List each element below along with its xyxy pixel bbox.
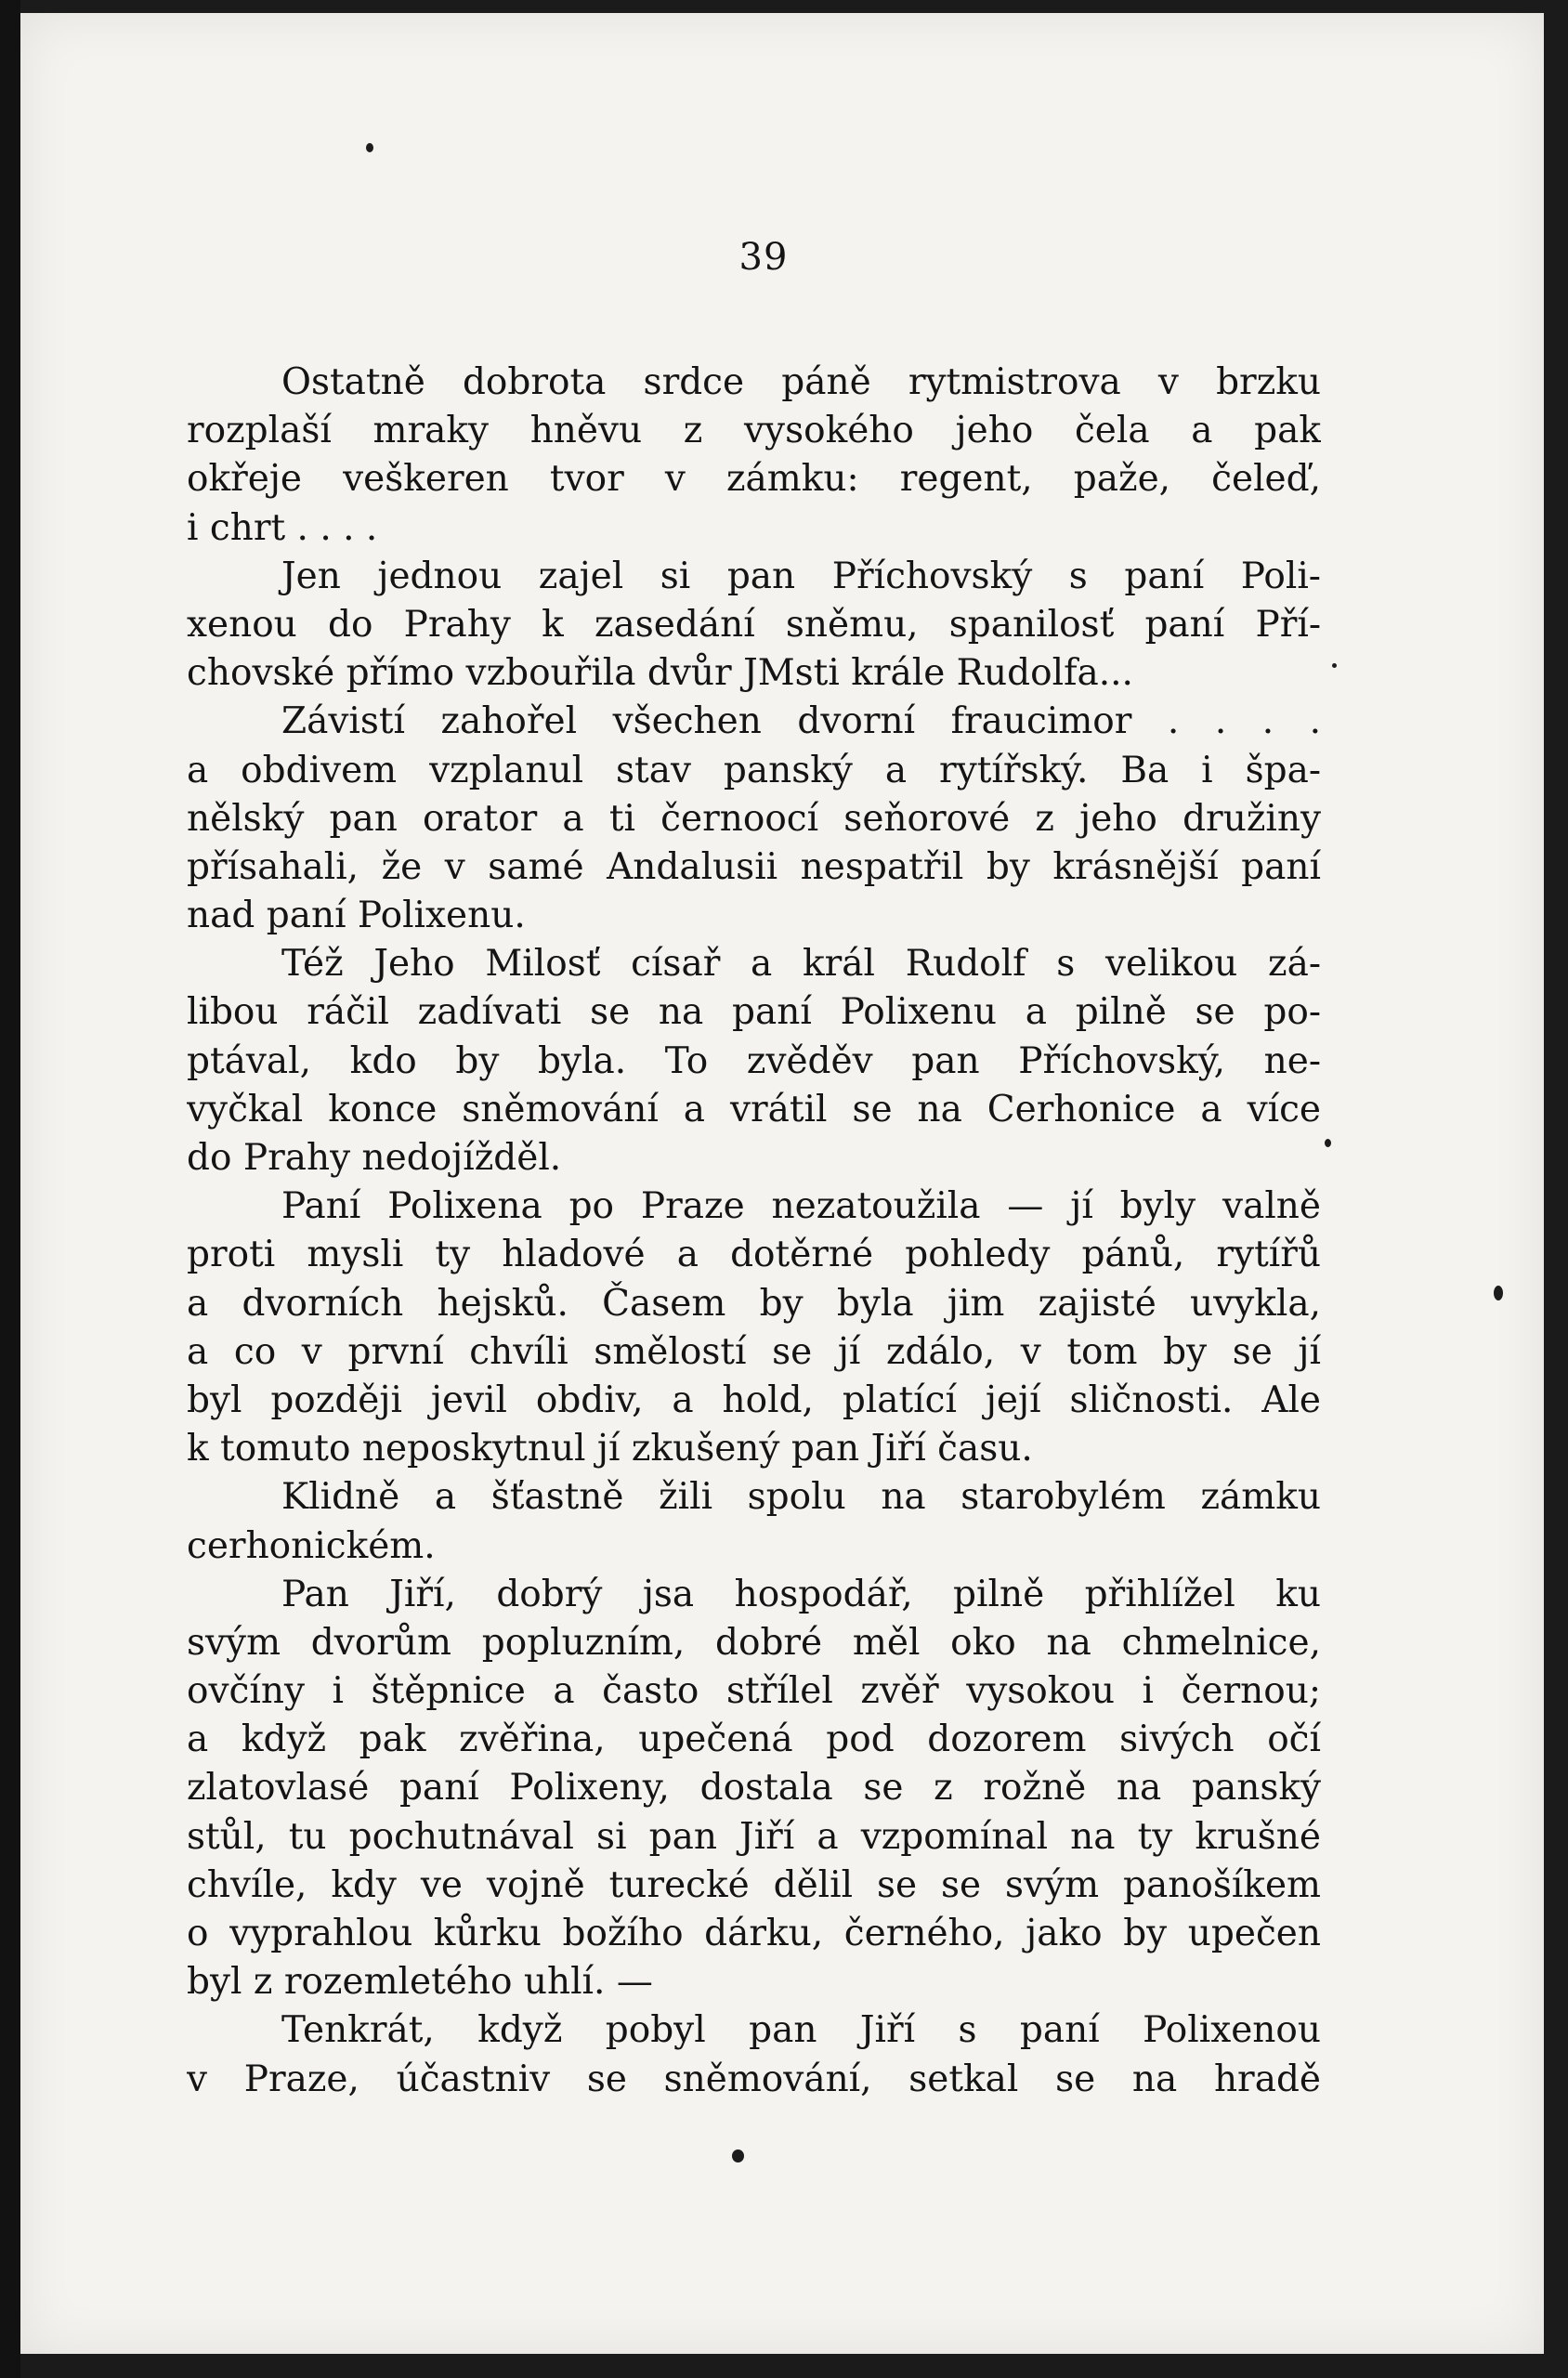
page-number: 39 <box>738 236 789 279</box>
text-line: i chrt . . . . <box>187 506 378 549</box>
text-line: nělský pan orator a ti černoocí seňorové z jeho družiny <box>187 797 1321 840</box>
text-line: rozplaší mraky hněvu z vysokého jeho čela a pak <box>187 410 1321 452</box>
text-line: nad paní Polixenu. <box>187 895 526 937</box>
text-line: proti mysli ty hladové a dotěrné pohledy pánů, rytířů <box>187 1234 1321 1276</box>
text-line: cerhonickém. <box>187 1524 436 1567</box>
text-line: chvíle, kdy ve vojně turecké dělil se se svým panošíkem <box>187 1863 1321 1906</box>
text-line: o vyprahlou kůrku božího dárku, černého, jako by upečen <box>187 1913 1321 1954</box>
text-line: a dvorních hejsků. Časem by byla jim zajisté uvykla, <box>187 1282 1321 1325</box>
text-line: a když pak zvěřina, upečená pod dozorem sivých očí <box>187 1718 1321 1761</box>
ink-speck <box>1325 1139 1331 1147</box>
text-line: Paní Polixena po Praze nezatoužila — jí byly valně <box>281 1185 1321 1228</box>
text-line: přísahali, že v samé Andalusii nespatřil by krásnější paní <box>187 845 1321 888</box>
text-line: Pan Jiří, dobrý jsa hospodář, pilně přihlížel ku <box>281 1573 1321 1615</box>
ink-speck <box>732 2149 744 2162</box>
text-line: do Prahy nedojížděl. <box>187 1137 562 1179</box>
text-line: v Praze, účastniv se sněmování, setkal se na hradě <box>187 2058 1321 2100</box>
text-line: xenou do Prahy k zasedání sněmu, spanilosť paní Pří- <box>187 603 1321 646</box>
text-line: svým dvorům popluzním, dobré měl oko na chmelnice, <box>187 1621 1321 1664</box>
text-line: k tomuto neposkytnul jí zkušený pan Jiří času. <box>187 1428 1033 1470</box>
ink-speck <box>1494 1286 1503 1300</box>
book-page <box>20 13 1544 2354</box>
scan-edge <box>0 0 20 2378</box>
text-line: Tenkrát, když pobyl pan Jiří s paní Polixenou <box>281 2009 1321 2052</box>
text-line: a obdivem vzplanul stav panský a rytířský. Ba i špa- <box>187 749 1321 791</box>
text-line: Závistí zahořel všechen dvorní fraucimor . . . . <box>281 700 1321 743</box>
text-line: vyčkal konce sněmování a vrátil se na Cerhonice a více <box>187 1088 1321 1130</box>
text-line: libou ráčil zadívati se na paní Polixenu a pilně se po- <box>187 991 1321 1034</box>
text-line: a co v první chvíli smělostí se jí zdálo, v tom by se jí <box>187 1330 1321 1373</box>
text-line: okřeje veškeren tvor v zámku: regent, paže, čeleď, <box>187 458 1321 501</box>
text-line: chovské přímo vzbouřila dvůr JMsti krále Rudolfa... <box>187 652 1133 695</box>
text-line: ovčíny i štěpnice a často střílel zvěř vysokou i černou; <box>187 1670 1321 1713</box>
text-line: Ostatně dobrota srdce páně rytmistrova v brzku <box>281 361 1321 403</box>
text-line: byl z rozemletého uhlí. — <box>187 1961 653 2004</box>
text-line: zlatovlasé paní Polixeny, dostala se z rožně na panský <box>187 1767 1321 1810</box>
text-line: byl později jevil obdiv, a hold, platící její sličnosti. Ale <box>187 1378 1321 1421</box>
text-line: stůl, tu pochutnával si pan Jiří a vzpomínal na ty krušné <box>187 1815 1321 1858</box>
body-text <box>187 359 1321 2104</box>
text-line: ptával, kdo by byla. To zvěděv pan Příchovský, ne- <box>187 1039 1321 1082</box>
ink-speck <box>366 143 373 152</box>
text-line: Klidně a šťastně žili spolu na starobylém zámku <box>281 1476 1321 1519</box>
text-line: Jen jednou zajel si pan Příchovský s paní Poli- <box>281 555 1321 597</box>
ink-speck <box>1332 663 1337 668</box>
text-line: Též Jeho Milosť císař a král Rudolf s velikou zá- <box>281 943 1321 986</box>
